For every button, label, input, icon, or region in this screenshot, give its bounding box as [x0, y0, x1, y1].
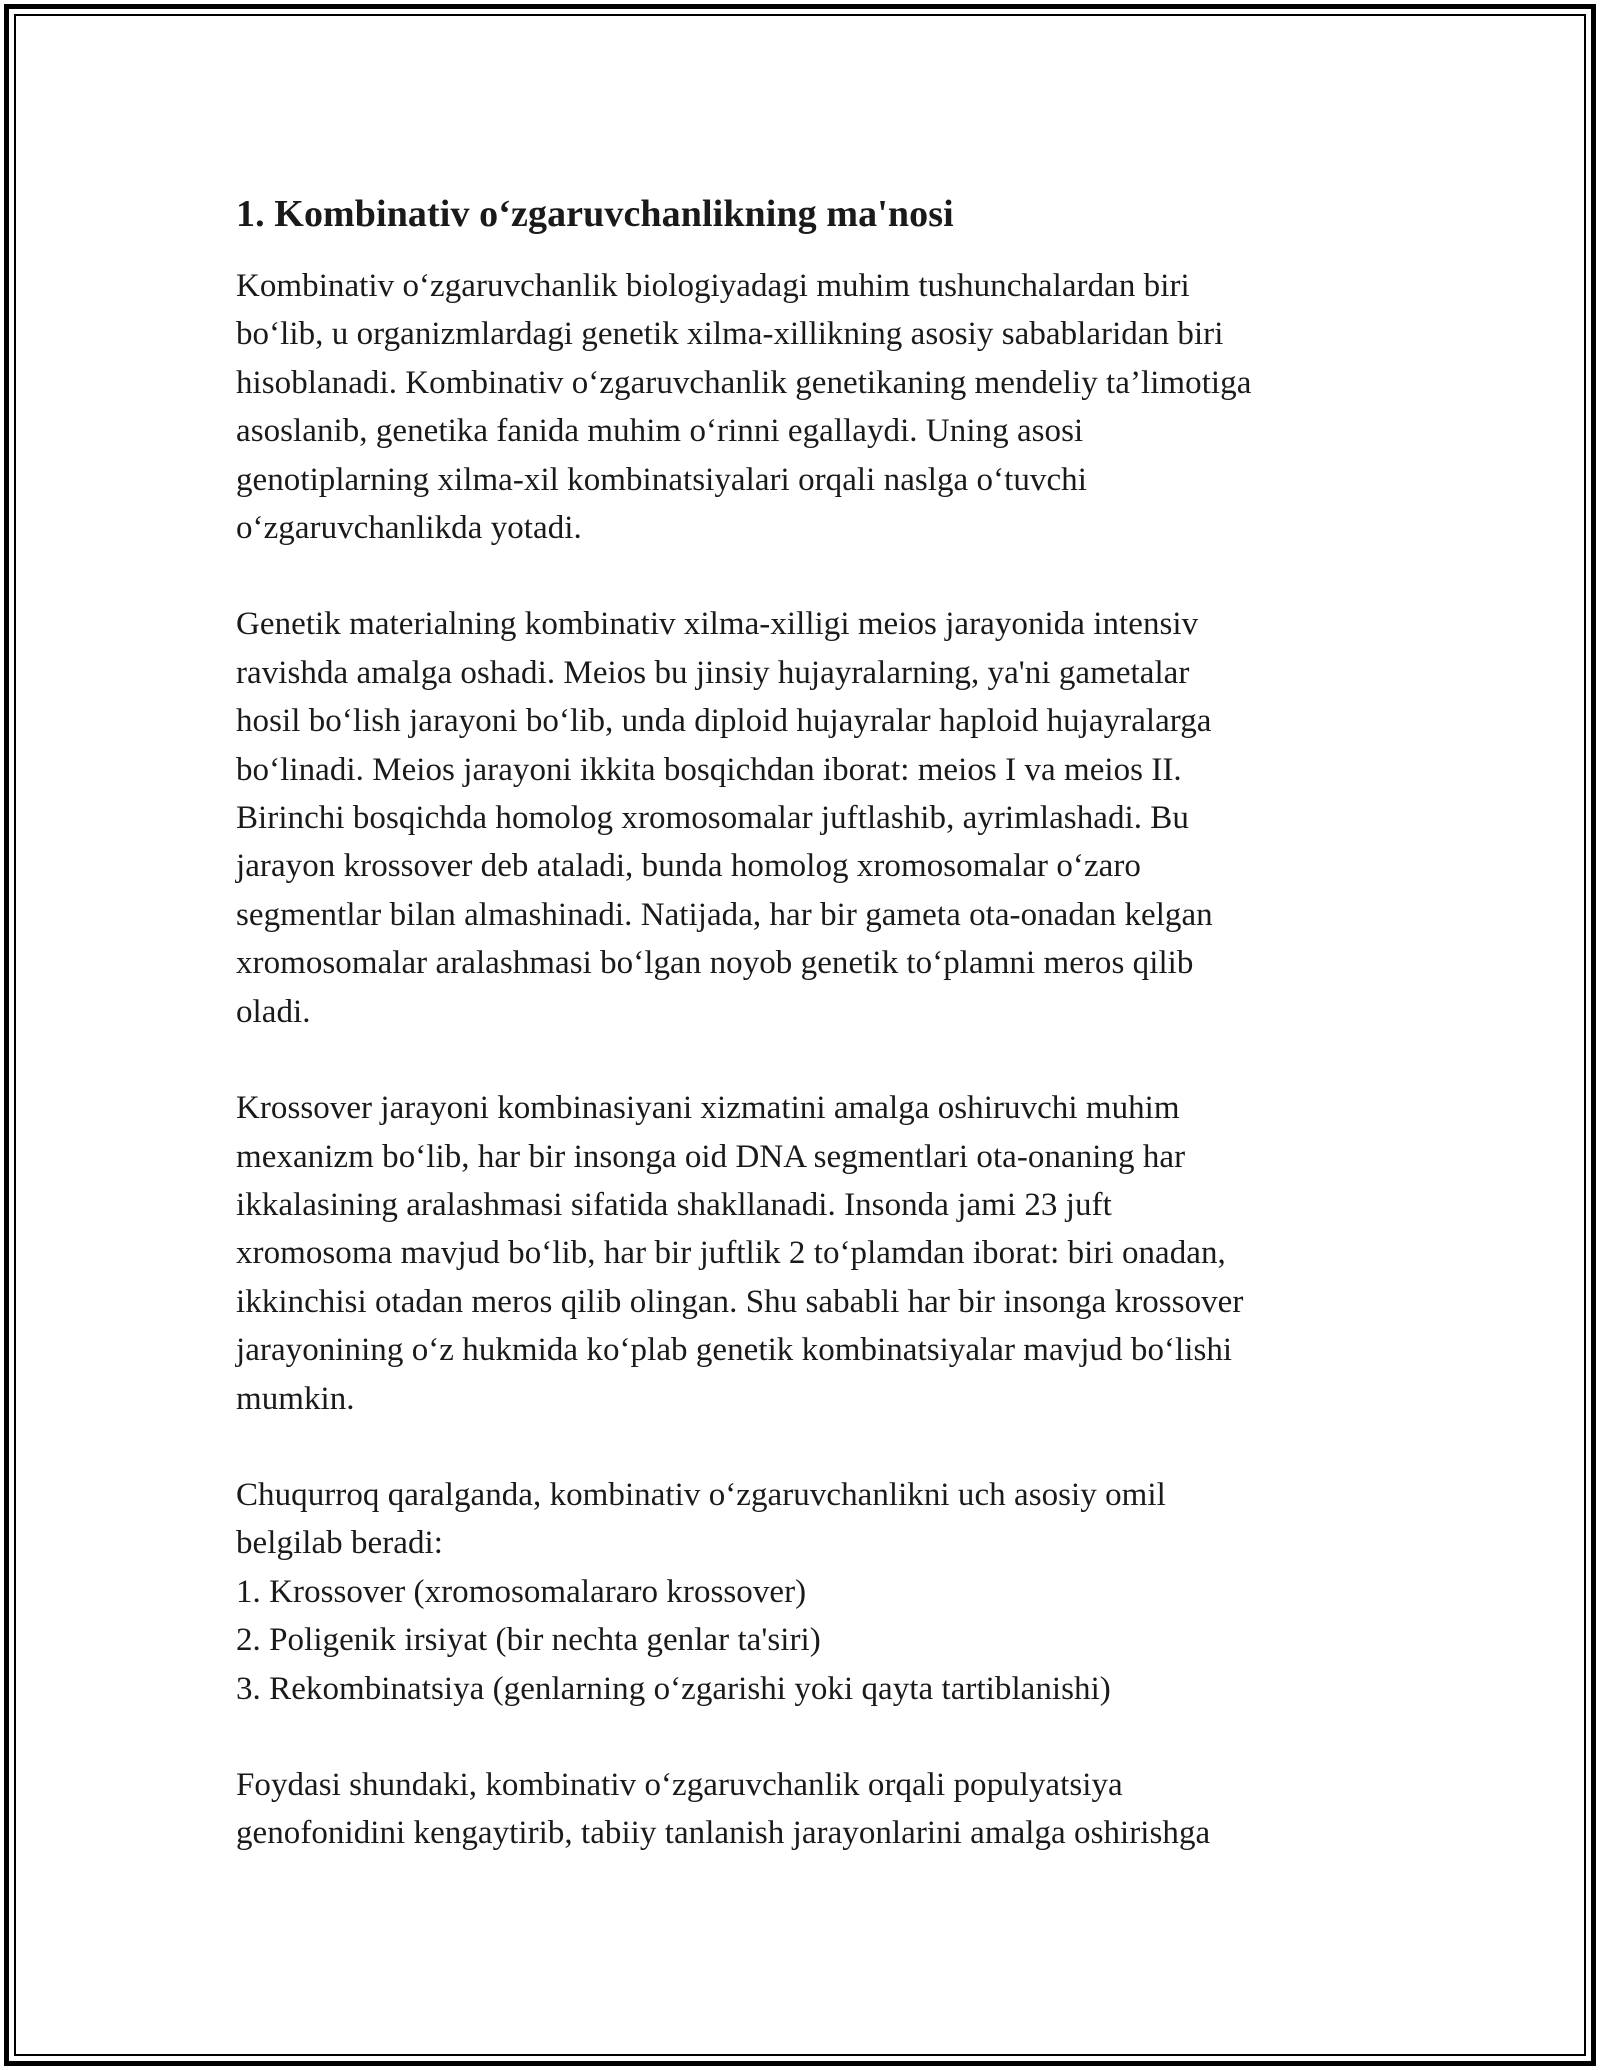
text-line: Chuqurroq qaralganda, kombinativ o‘zgaruvchanlikni uch asosiy omil [236, 1476, 1166, 1513]
text-line: hosil bo‘lish jarayoni bo‘lib, unda diploid hujayralar haploid hujayralarga [236, 703, 1212, 740]
text-line: xromosomalar aralashmasi bo‘lgan noyob genetik to‘plamni meros qilib [236, 945, 1194, 982]
text-line: jarayonining o‘z hukmida ko‘plab genetik kombinatsiyalar mavjud bo‘lishi [236, 1332, 1233, 1369]
text-line: Krossover jarayoni kombinasiyani xizmatini amalga oshiruvchi muhim [236, 1090, 1180, 1127]
paragraph-benefit [236, 1761, 1386, 1858]
text-line: Kombinativ o‘zgaruvchanlik biologiyadagi muhim tushunchalardan biri [236, 268, 1190, 304]
text-line: mumkin. [236, 1380, 355, 1417]
text-line: genofonidini kengaytirib, tabiiy tanlanish jarayonlarini amalga oshirishga [236, 1815, 1211, 1852]
text-line: Foydasi shundaki, kombinativ o‘zgaruvchanlik orqali populyatsiya [236, 1766, 1123, 1803]
list-item: 2. Poligenik irsiyat (bir nechta genlar ta'siri) [236, 1622, 821, 1659]
list-item: 1. Krossover (xromosomalararo krossover) [236, 1573, 807, 1610]
text-line: bo‘linadi. Meios jarayoni ikkita bosqichdan iborat: meios I va meios II. [236, 751, 1182, 788]
text-line: genotiplarning xilma-xil kombinatsiyalari orqali naslga o‘tuvchi [236, 461, 1087, 498]
list-item: 3. Rekombinatsiya (genlarning o‘zgarishi yoki qayta tartiblanishi) [236, 1670, 1111, 1707]
text-line: ravishda amalga oshadi. Meios bu jinsiy hujayralarning, ya'ni gametalar [236, 654, 1190, 691]
text-line: Birinchi bosqichda homolog xromosomalar juftlashib, ayrimlashadi. Bu [236, 800, 1189, 837]
text-line: segmentlar bilan almashinadi. Natijada, har bir gameta ota-onadan kelgan [236, 896, 1213, 933]
text-line: jarayon krossover deb ataladi, bunda homolog xromosomalar o‘zaro [236, 848, 1141, 885]
text-line: bo‘lib, u organizmlardagi genetik xilma-xillikning asosiy sabablaridan biri [236, 316, 1224, 353]
text-line: mexanizm bo‘lib, har bir insonga oid DNA segmentlari ota-onaning har [236, 1138, 1186, 1175]
paragraph-factors [236, 1471, 1386, 1713]
text-line: oladi. [236, 993, 311, 1030]
text-line: ikkalasining aralashmasi sifatida shakllanadi. Insonda jami 23 juft [236, 1186, 1112, 1223]
paragraph-intro [236, 262, 1386, 552]
text-line: xromosoma mavjud bo‘lib, har bir juftlik 2 to‘plamdan iborat: biri onadan, [236, 1235, 1226, 1272]
paragraph-crossover [236, 1084, 1386, 1423]
paragraph-meiosis [236, 600, 1386, 1036]
text-line: ikkinchisi otadan meros qilib olingan. Shu sababli har bir insonga krossover [236, 1283, 1244, 1320]
text-line: belgilab beradi: [236, 1525, 443, 1562]
text-line: Genetik materialning kombinativ xilma-xilligi meios jarayonida intensiv [236, 606, 1199, 643]
text-line: o‘zgaruvchanlikda yotadi. [236, 510, 582, 547]
document-body [236, 186, 1386, 1906]
text-line: asoslanib, genetika fanida muhim o‘rinni egallaydi. Uning asosi [236, 413, 1084, 450]
text-line: hisoblanadi. Kombinativ o‘zgaruvchanlik genetikaning mendeliy ta’limotiga [236, 364, 1252, 401]
section-heading: 1. Kombinativ o‘zgaruvchanlikning ma'nosi [236, 193, 954, 235]
